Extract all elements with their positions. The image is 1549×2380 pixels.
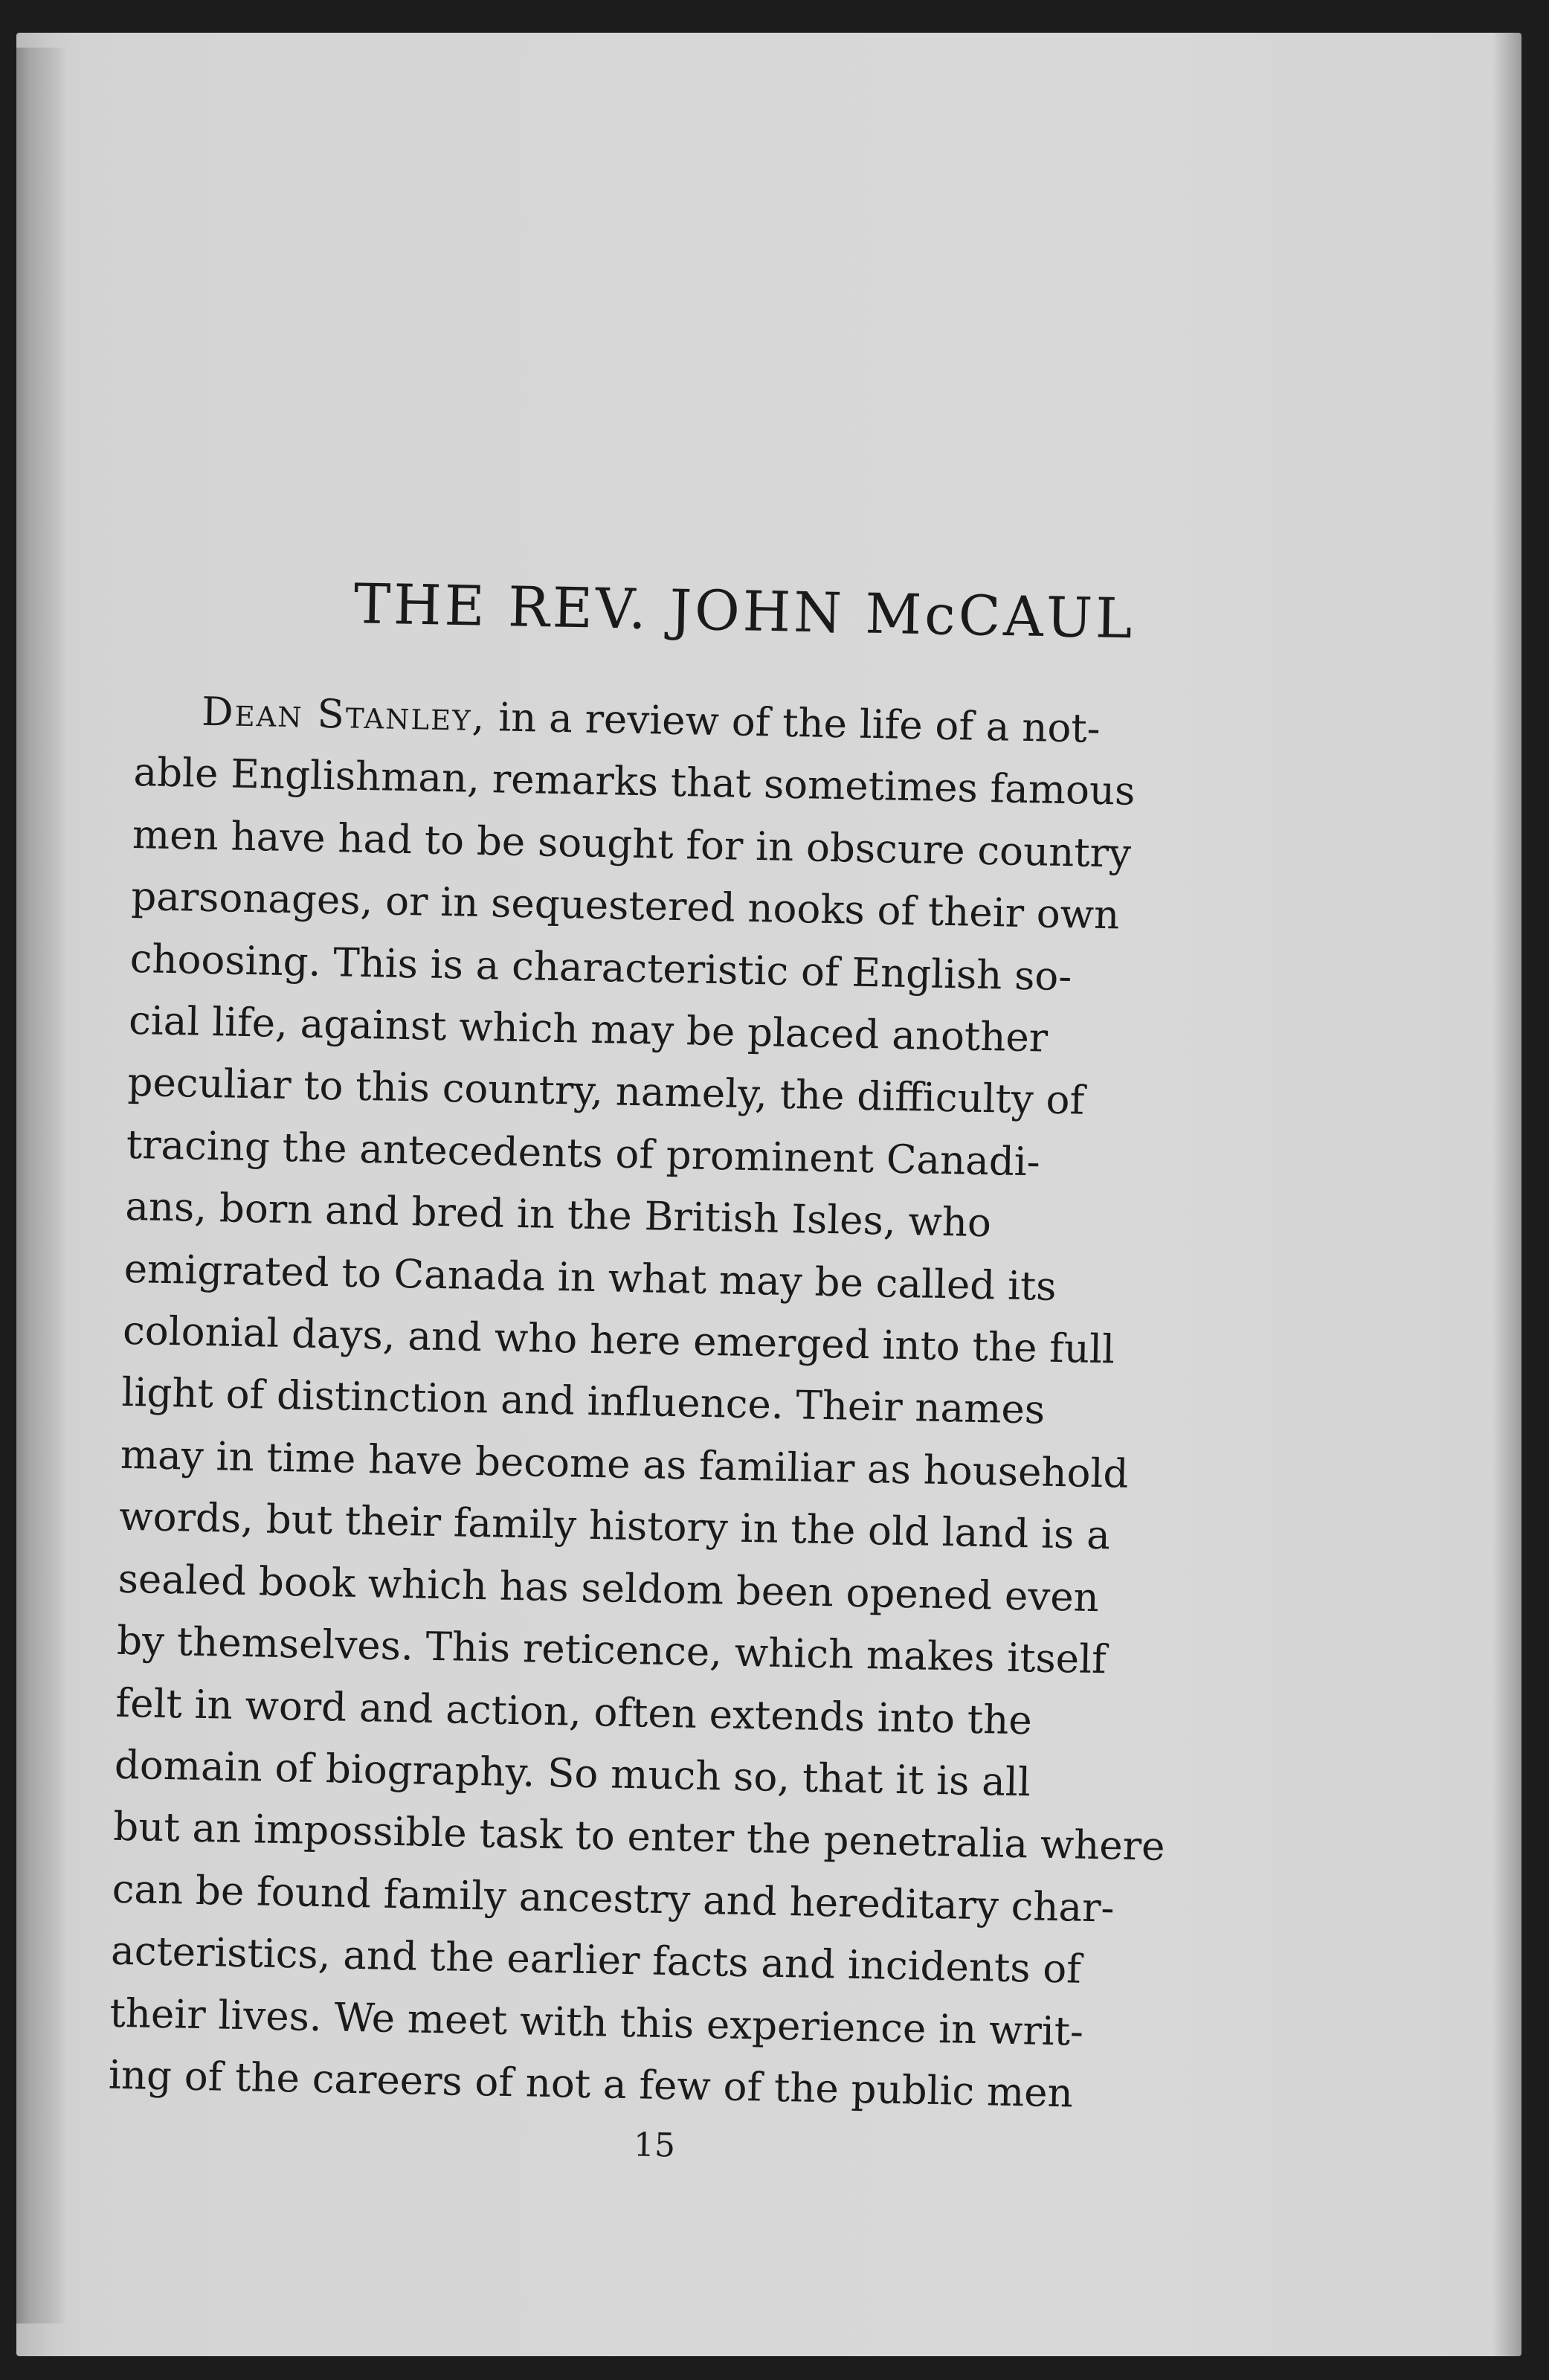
paragraph-line: parsonages, or in sequestered nooks of their own (130, 874, 1120, 939)
body-paragraph (108, 680, 1221, 2127)
paragraph-line: by themselves. This reticence, which makes itself (116, 1618, 1107, 1683)
chapter-title: THE REV. JOHN McCAUL (352, 572, 1136, 652)
paragraph-line: able Englishman, remarks that sometimes famous (133, 750, 1136, 815)
paragraph-line: sealed book which has seldom been opened even (117, 1556, 1100, 1621)
paragraph-line: light of distinction and influence. Their names (121, 1370, 1046, 1434)
paragraph-line: peculiar to this country, namely, the difficulty of (127, 1060, 1085, 1125)
page-number: 15 (633, 2126, 676, 2165)
book-page (16, 33, 1521, 2356)
paragraph-line: colonial days, and who here emerged into the full (122, 1308, 1115, 1373)
paragraph-line: but an impossible task to enter the penetralia where (112, 1804, 1166, 1871)
paragraph-line: cial life, against which may be placed another (128, 997, 1049, 1061)
paragraph-line: domain of biography. So much so, that it is all (114, 1742, 1031, 1806)
paragraph-line: choosing. This is a characteristic of English so- (129, 936, 1072, 1000)
paragraph-line: may in time have become as familiar as household (120, 1432, 1129, 1497)
paragraph-line: felt in word and action, often extends into the (115, 1680, 1033, 1743)
paragraph-line: ans, born and bred in the British Isles, who (124, 1184, 992, 1247)
paragraph-line: tracing the antecedents of prominent Canadi- (126, 1122, 1041, 1186)
paragraph-line: acteristics, and the earlier facts and incidents of (110, 1928, 1082, 1993)
paragraph-line: can be found family ancestry and hereditary char- (112, 1866, 1115, 1932)
small-caps-lead-in: Dean Stanley, (201, 689, 487, 741)
paragraph-line: their lives. We meet with this experience in writ- (109, 1990, 1084, 2055)
paragraph-line: men have had to be sought for in obscure country (132, 811, 1132, 877)
page-gutter-shadow (16, 48, 67, 2323)
paragraph-line: emigrated to Canada in what may be called its (123, 1246, 1057, 1310)
paragraph-line: words, but their family history in the old land is a (118, 1494, 1111, 1559)
page-edge-shadow (1492, 33, 1521, 2356)
first-line-text: in a review of the life of a not- (485, 695, 1101, 752)
paragraph-line: ing of the careers of not a few of the public men (108, 2052, 1074, 2117)
